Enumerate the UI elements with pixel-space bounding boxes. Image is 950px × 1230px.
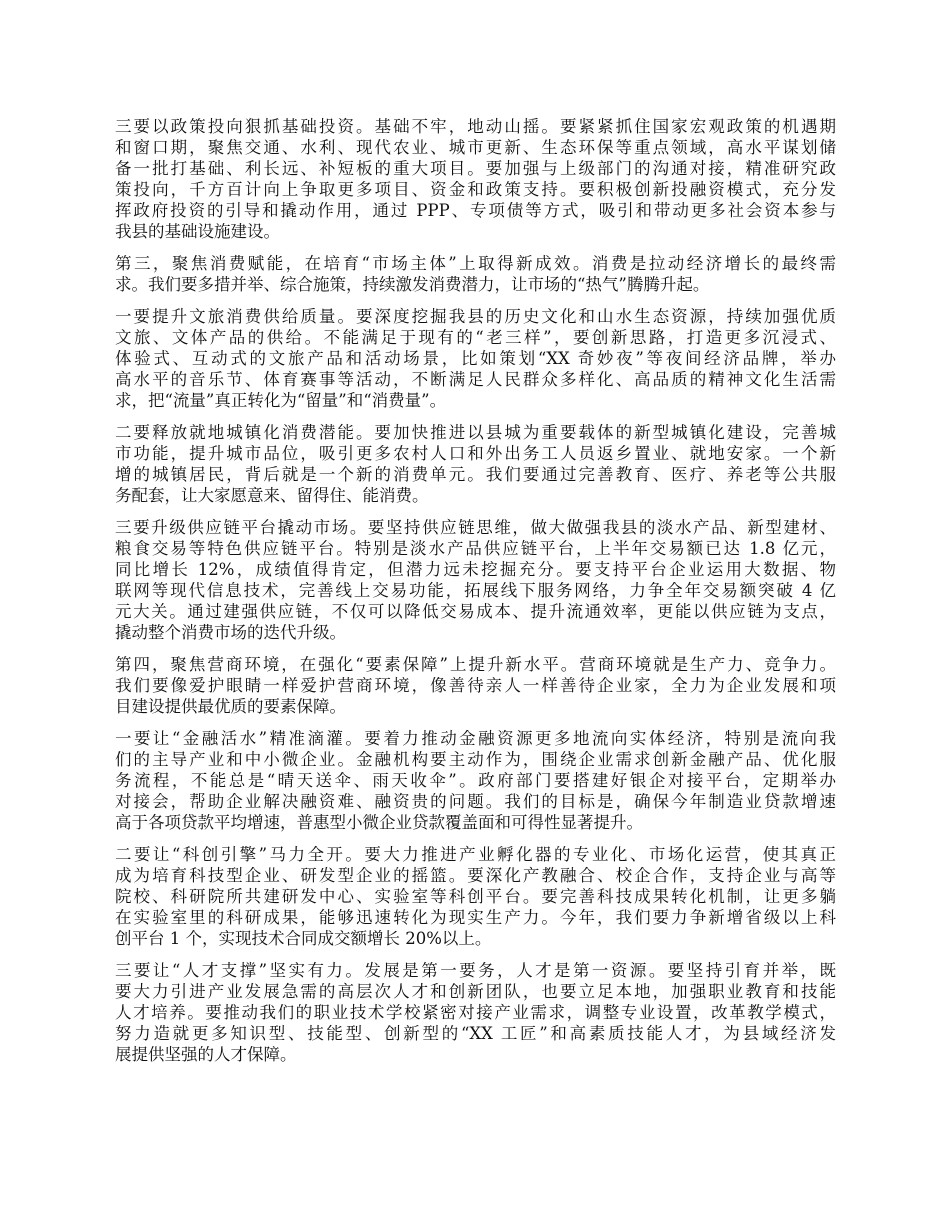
text-line: 务配套，让大家愿意来、留得住、能消费。: [115, 486, 429, 505]
text-line: 撬动整个消费市场的迭代升级。: [115, 623, 346, 642]
paragraph: [115, 728, 836, 833]
text-line: 我县的基础设施建设。: [115, 222, 280, 241]
text-line: 第三，聚焦消费赋能，在培育“市场主体”上取得新成效。消费是拉动经济增长的最终需: [115, 254, 836, 273]
text-line: 目建设提供最优质的要素保障。: [115, 697, 346, 716]
text-line: 元大关。通过建强供应链，不仅可以降低交易成本、提升流通效率，更能以供应链为支点，: [115, 602, 836, 621]
text-line: 体验式、互动式的文旅产品和活动场景，比如策划“XX 奇妙夜”等夜间经济品牌，举办: [115, 349, 836, 368]
text-line: 增的城镇居民，背后就是一个新的消费单元。我们要通过完善教育、医疗、养老等公共服: [115, 465, 836, 484]
text-line: 展提供坚强的人才保障。: [115, 1045, 297, 1064]
text-line: 三要升级供应链平台撬动市场。要坚持供应链思维，做大做强我县的淡水产品、新型建材、: [115, 518, 836, 537]
text-line: 二要释放就地城镇化消费潜能。要加快推进以县城为重要载体的新型城镇化建设，完善城: [115, 423, 836, 442]
text-line: 联网等现代信息技术，完善线上交易功能，拓展线下服务网络，力争全年交易额突破 4 亿: [115, 581, 836, 600]
paragraph: [115, 960, 836, 1065]
text-line: 市功能，提升城市品位，吸引更多农村人口和外出务工人员返乡置业、就地安家。一个新: [115, 444, 836, 463]
paragraph: [115, 844, 836, 949]
text-line: 二要让“科创引擎”马力全开。要大力推进产业孵化器的专业化、市场化运营，使其真正: [115, 845, 836, 864]
text-line: 三要以政策投向狠抓基础投资。基础不牢，地动山摇。要紧紧抓住国家宏观政策的机遇期: [115, 117, 836, 136]
text-line: 创平台 1 个，实现技术合同成交额增长 20%以上。: [115, 929, 492, 948]
text-line: 求，把“流量”真正转化为“留量”和“消费量”。: [115, 391, 447, 410]
text-line: 三要让“人才支撑”坚实有力。发展是第一要务，人才是第一资源。要坚持引育并举，既: [115, 961, 836, 980]
text-line: 人才培养。要推动我们的职业技术学校紧密对接产业需求，调整专业设置，改革教学模式，: [115, 1003, 836, 1022]
text-line: 成为培育科技型企业、研发型企业的摇篮。要深化产教融合、校企合作，支持企业与高等: [115, 866, 836, 885]
text-line: 第四，聚焦营商环境，在强化“要素保障”上提升新水平。营商环境就是生产力、竞争力。: [115, 655, 836, 674]
text-line: 高于各项贷款平均增速，普惠型小微企业贷款覆盖面和可得性显著提升。: [115, 813, 643, 832]
text-line: 院校、科研院所共建研发中心、实验室等科创平台。要完善科技成果转化机制，让更多躺: [115, 887, 836, 906]
text-line: 和窗口期，聚焦交通、水利、现代农业、城市更新、生态环保等重点领域，高水平谋划储: [115, 138, 836, 157]
paragraph: [115, 654, 836, 717]
text-line: 我们要像爱护眼睛一样爱护营商环境，像善待亲人一样善待企业家，全力为企业发展和项: [115, 676, 836, 695]
paragraph: [115, 116, 836, 242]
paragraph: [115, 253, 836, 295]
text-line: 一要让“金融活水”精准滴灌。要着力推动金融资源更多地流向实体经济，特别是流向我: [115, 729, 836, 748]
document-page: [115, 116, 836, 1076]
text-line: 要大力引进产业发展急需的高层次人才和创新团队，也要立足本地，加强职业教育和技能: [115, 982, 836, 1001]
text-line: 文旅、文体产品的供给。不能满足于现有的“老三样”，要创新思路，打造更多沉浸式、: [115, 328, 836, 347]
text-line: 挥政府投资的引导和撬动作用，通过 PPP、专项债等方式，吸引和带动更多社会资本参与: [115, 201, 836, 220]
text-line: 粮食交易等特色供应链平台。特别是淡水产品供应链平台，上半年交易额已达 1.8 亿元，: [115, 539, 836, 558]
paragraph: [115, 306, 836, 411]
text-line: 努力造就更多知识型、技能型、创新型的“XX 工匠”和高素质技能人才，为县域经济发: [115, 1024, 836, 1043]
text-line: 在实验室里的科研成果，能够迅速转化为现实生产力。今年，我们要力争新增省级以上科: [115, 908, 836, 927]
text-line: 策投向，千方百计向上争取更多项目、资金和政策支持。要积极创新投融资模式，充分发: [115, 180, 836, 199]
paragraph: [115, 517, 836, 643]
text-line: 们的主导产业和中小微企业。金融机构要主动作为，围绕企业需求创新金融产品、优化服: [115, 750, 836, 769]
text-line: 对接会，帮助企业解决融资难、融资贵的问题。我们的目标是，确保今年制造业贷款增速: [115, 792, 836, 811]
text-line: 务流程，不能总是“晴天送伞、雨天收伞”。政府部门要搭建好银企对接平台，定期举办: [115, 771, 836, 790]
text-line: 高水平的音乐节、体育赛事等活动，不断满足人民群众多样化、高品质的精神文化生活需: [115, 370, 836, 389]
text-line: 备一批打基础、利长远、补短板的重大项目。要加强与上级部门的沟通对接，精准研究政: [115, 159, 836, 178]
text-line: 求。我们要多措并举、综合施策，持续激发消费潜力，让市场的“热气”腾腾升起。: [115, 275, 710, 294]
text-line: 同比增长 12%，成绩值得肯定，但潜力远未挖掘充分。要支持平台企业运用大数据、物: [115, 560, 836, 579]
text-line: 一要提升文旅消费供给质量。要深度挖掘我县的历史文化和山水生态资源，持续加强优质: [115, 307, 836, 326]
paragraph: [115, 422, 836, 506]
